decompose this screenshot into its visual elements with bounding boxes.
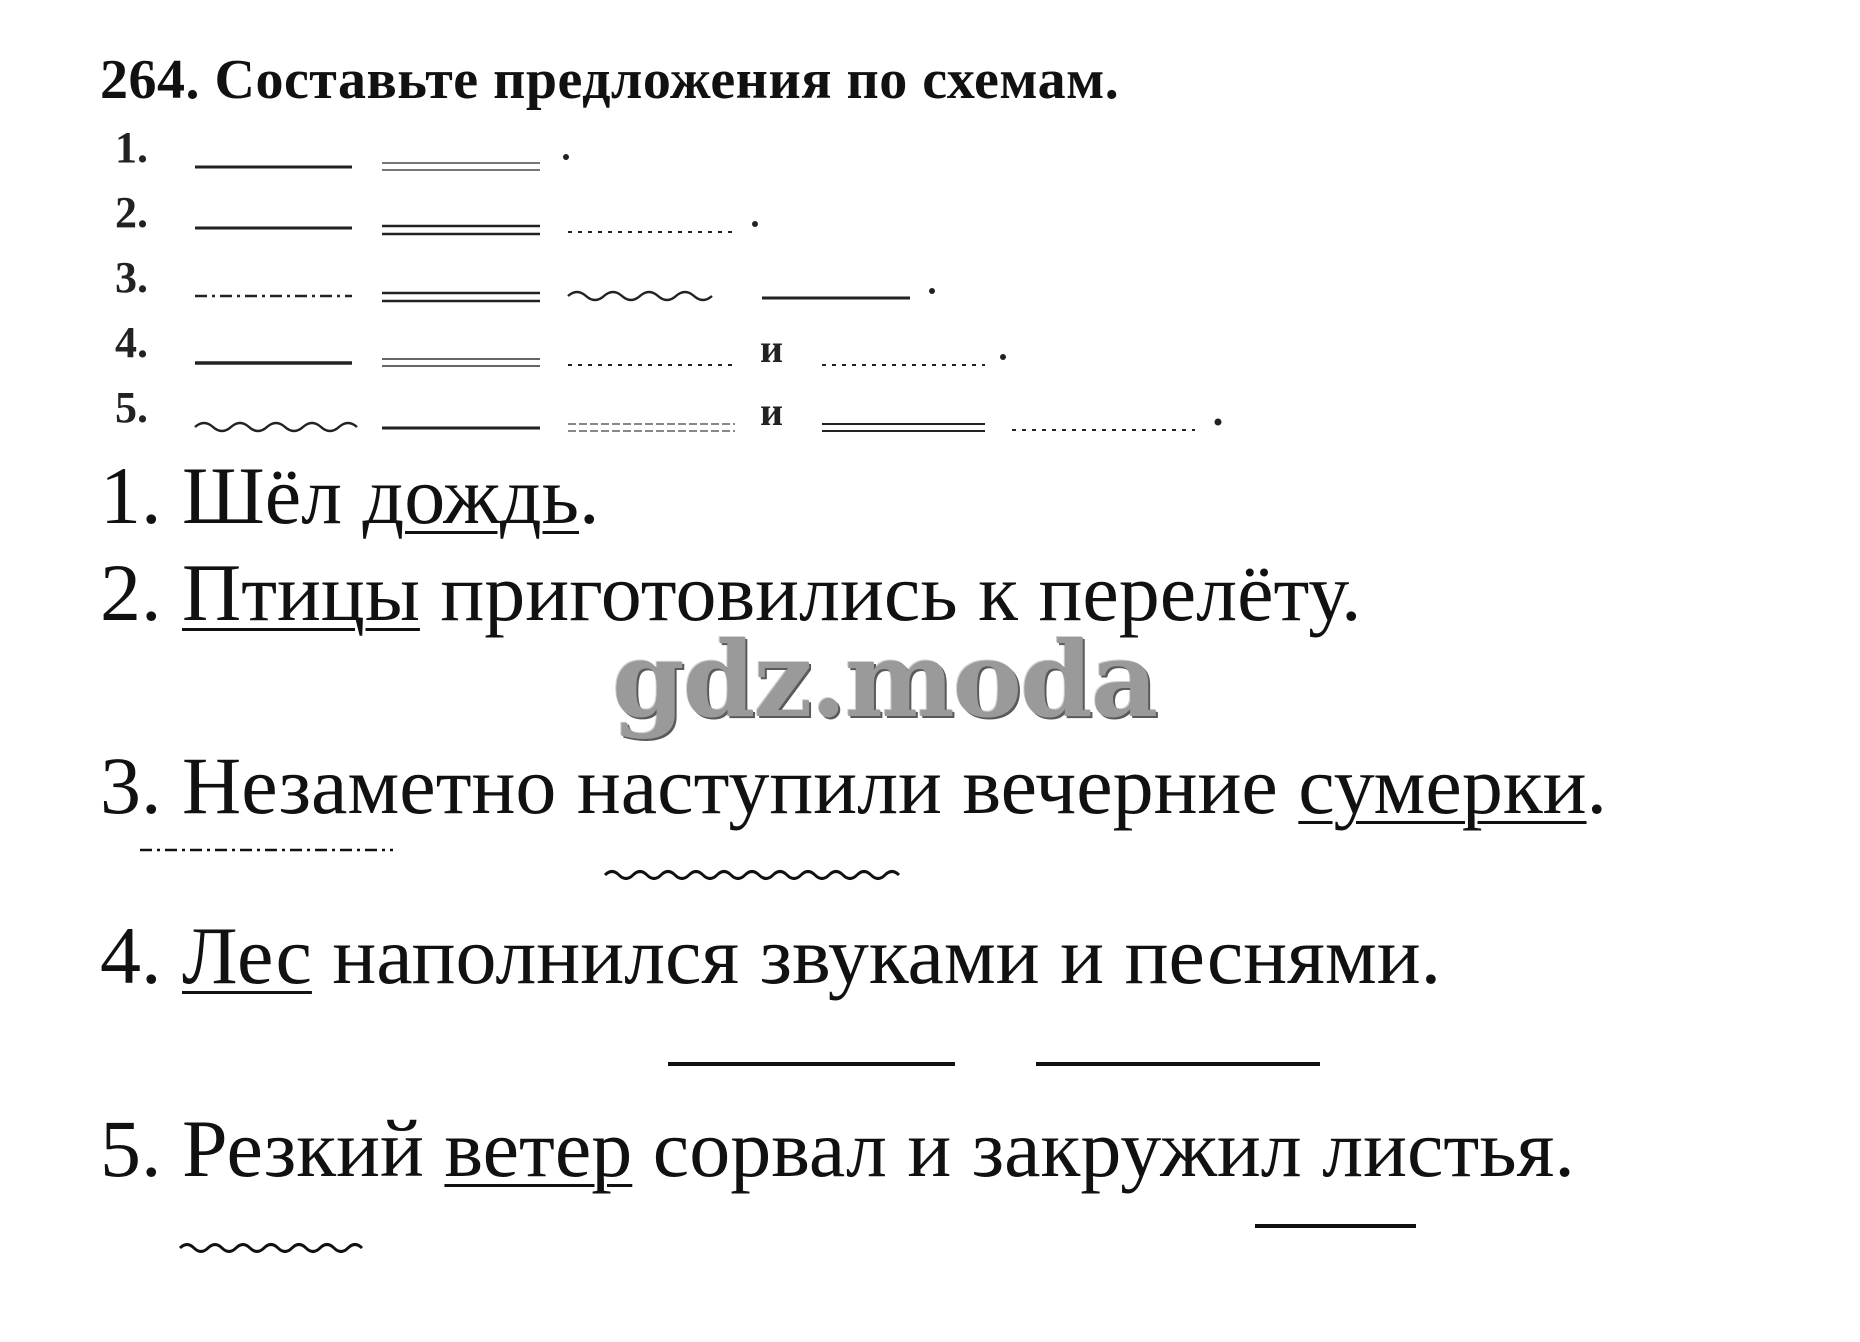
scheme-number-1: 1.: [115, 123, 148, 172]
exercise-title: 264. Составьте предложения по схемам.: [100, 49, 1120, 111]
scheme-1: [195, 154, 569, 170]
attribute-mark: [605, 872, 899, 879]
scheme-5: [195, 419, 1222, 432]
answer-number: 2.: [100, 547, 162, 638]
subject-word: Птицы: [182, 547, 420, 638]
scheme-number-4: 4.: [115, 318, 148, 367]
scheme-number-2: 2.: [115, 188, 148, 237]
answer-number: 1.: [100, 450, 162, 541]
watermark-logo: gdz.moda: [612, 618, 1157, 741]
scheme-number-5: 5.: [115, 383, 148, 432]
attribute-mark: [180, 1245, 362, 1252]
scheme-2: [195, 221, 758, 234]
answer-number: 5.: [100, 1103, 162, 1194]
scheme-4: [195, 354, 1006, 366]
answer-number: 4.: [100, 910, 162, 1001]
scheme-number-3: 3.: [115, 253, 148, 302]
scheme-4-conjunction: и: [760, 326, 784, 371]
answer-text: .: [579, 450, 600, 541]
scheme-3: [195, 288, 935, 301]
scheme-5-conjunction: и: [760, 389, 784, 434]
answer-text: Резкий: [182, 1103, 424, 1194]
subject-word: сумерки: [1298, 740, 1587, 831]
subject-word: Лес: [182, 910, 312, 1001]
sentence-schemes: [0, 0, 1860, 460]
answer-text: сорвал и закружил листья.: [652, 1103, 1575, 1194]
subject-word: дождь: [362, 450, 579, 541]
answer-text: .: [1586, 740, 1608, 831]
answer-text: приготовились к перелёту.: [440, 547, 1362, 638]
answer-word: Шёл: [182, 450, 343, 541]
answer-number: 3.: [100, 740, 162, 831]
answer-text: Незаметно наступили вечерние: [182, 740, 1278, 831]
answer-1: [100, 450, 600, 541]
answer-3: [100, 740, 1608, 831]
answer-5: [100, 1103, 1575, 1194]
answer-text: наполнился звуками и песнями.: [332, 910, 1442, 1001]
subject-word: ветер: [444, 1103, 633, 1194]
answer-4: [100, 910, 1442, 1001]
